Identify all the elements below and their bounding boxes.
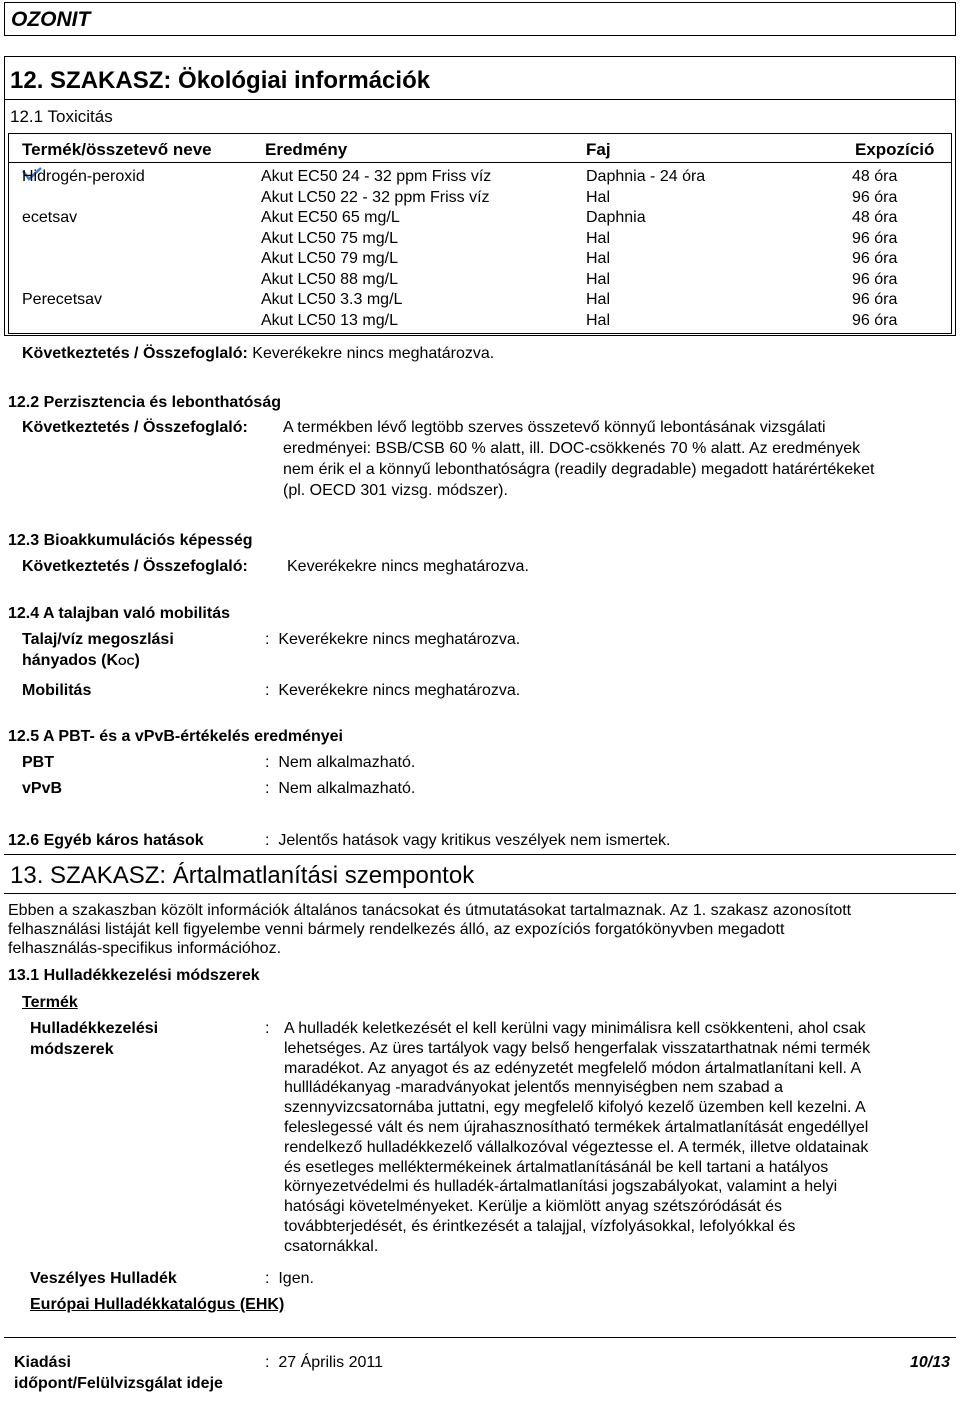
col-header-species: Faj — [586, 140, 611, 159]
method-text-line: környezetvédelmi és hulladék-ártalmatlanítási jogszabályokat, valamint a helyi — [284, 1178, 838, 1196]
partition-value-text: Keverékekre nincs meghatározva. — [278, 631, 521, 648]
col-header-name: Termék/összetevő neve — [22, 140, 212, 159]
method-label-line-2: módszerek — [30, 1041, 114, 1058]
row-exposure: 96 óra — [852, 188, 898, 206]
method-text-line: és esetleges melléktermékeinek ártalmatlanításánál be kell tartani a hatályos — [284, 1158, 829, 1176]
row-species: Hal — [586, 250, 611, 267]
persistence-line-1: A termékben lévő legtöbb szerves összetevő könnyű lebontásának vizsgálati — [283, 419, 826, 436]
toxicity-conclusion-value: Keverékekre nincs meghatározva. — [252, 345, 495, 362]
toxicity-heading: 12.1 Toxicitás — [10, 107, 113, 126]
hazardous-waste-label: Veszélyes Hulladék — [30, 1270, 177, 1287]
row-result: Akut LC50 13 mg/L — [261, 311, 398, 329]
row-exposure: 96 óra — [852, 291, 898, 308]
toxicity-table — [8, 133, 952, 334]
row-species: Daphnia - 24 óra — [586, 168, 706, 185]
ehk-label: Európai Hulladékkatalógus (EHK) — [30, 1296, 285, 1313]
method-text-line: hullládékanyag -maradványokat jelentős mennyiségben nem szabad a — [284, 1079, 783, 1097]
persistence-line-3: nem érik el a könnyű lebonthatóságra (readily degradable) megadott határértékeket — [283, 461, 875, 478]
persistence-conclusion-label: Következtetés / Összefoglaló: — [22, 419, 248, 436]
method-text-line: feleslegessé vált és nem újrahasznosítható termékek ártalmatlanítását engedéllyel — [284, 1119, 869, 1136]
other-effects-heading: 12.6 Egyéb káros hatások — [8, 832, 204, 849]
mobility-value-text: Keverékekre nincs meghatározva. — [278, 682, 521, 699]
row-exposure: 96 óra — [852, 270, 898, 288]
method-colon: : — [265, 1020, 270, 1037]
row-name: ecetsav — [22, 209, 78, 226]
other-effects-value: : Jelentős hatások vagy kritikus veszélyek nem ismertek. — [265, 832, 671, 849]
method-text-line: csatornákkal. — [284, 1237, 379, 1255]
row-result: Akut LC50 22 - 32 ppm Friss víz — [261, 188, 490, 206]
bioaccumulation-conclusion-label: Következtetés / Összefoglaló: — [22, 558, 248, 575]
method-text-line: lehetséges. Az üres tartályok vagy belső hengerfalak visszatarthatnak némi termék — [284, 1039, 871, 1057]
row-result: Akut LC50 79 mg/L — [261, 250, 398, 267]
method-text-line: maradékot. Az anyagot és az edényzetét megfelelő módon ártalmatlanítani kell. A — [284, 1059, 862, 1077]
section-12-title-divider — [4, 99, 956, 100]
row-species: Hal — [586, 188, 611, 206]
section-13-top-divider — [4, 854, 956, 855]
row-species: Hal — [586, 311, 611, 329]
vpvb-value: : Nem alkalmazható. — [265, 780, 416, 797]
section-12-title: 12. SZAKASZ: Ökológiai információk — [10, 67, 431, 94]
method-text-line: A hulladék keletkezését el kell kerülni vagy minimálisra kell csökkenteni, ahol csak — [284, 1020, 866, 1037]
partition-label-line-2 — [22, 651, 140, 672]
col-header-exposure: Expozíció — [855, 140, 935, 159]
persistence-line-2: eredményei: BSB/CSB 60 % alatt, ill. DOC-csökkenés 70 % alatt. Az eredmények — [283, 440, 861, 457]
document-header — [4, 2, 956, 36]
section-13-title: 13. SZAKASZ: Ártalmatlanítási szempontok — [10, 862, 475, 889]
toxicity-conclusion-label: Következtetés / Összefoglaló: — [22, 345, 248, 362]
toxicity-table-header-divider — [8, 162, 952, 163]
row-exposure: 96 óra — [852, 250, 898, 267]
vpvb-value-text: Nem alkalmazható. — [278, 780, 416, 797]
hazardous-waste-value: : Igen. — [265, 1270, 314, 1287]
mobility-heading: 12.4 A talajban való mobilitás — [8, 605, 230, 622]
row-exposure: 48 óra — [852, 168, 898, 185]
pbt-label: PBT — [22, 754, 54, 771]
footer-label-line-2: időpont/Felülvizsgálat ideje — [14, 1375, 223, 1392]
partition-label-line-1: Talaj/víz megoszlási — [22, 631, 174, 648]
mobility-value: : Keverékekre nincs meghatározva. — [265, 682, 521, 699]
row-result: Akut LC50 75 mg/L — [261, 229, 398, 247]
product-label: Termék — [22, 994, 78, 1011]
row-species: Hal — [586, 229, 611, 247]
section-13-intro-line-3: felhasználás-specifikus információhoz. — [8, 940, 282, 957]
hazardous-waste-value-text: Igen. — [278, 1270, 314, 1287]
row-result: Akut LC50 88 mg/L — [261, 270, 398, 288]
section-13-title-divider — [4, 893, 956, 894]
partition-value: : Keverékekre nincs meghatározva. — [265, 631, 521, 648]
mobility-label: Mobilitás — [22, 682, 92, 699]
row-species: Hal — [586, 291, 611, 308]
footer-date-text: 27 Április 2011 — [278, 1354, 383, 1371]
row-result: Akut LC50 3.3 mg/L — [261, 291, 403, 308]
partition-label-text: hányados (K — [22, 652, 119, 669]
bioaccumulation-heading: 12.3 Bioakkumulációs képesség — [8, 532, 253, 549]
vpvb-label: vPvB — [22, 780, 63, 797]
method-text-line: szennyvizcsatornába juttatni, egy megfelelő kifolyó kezelő üzemben kell kezelni. A — [284, 1099, 866, 1117]
row-exposure: 96 óra — [852, 229, 898, 247]
partition-label-subscript: OC — [118, 656, 135, 668]
pbt-heading: 12.5 A PBT- és a vPvB-értékelés eredményei — [8, 728, 343, 745]
persistence-line-4: (pl. OECD 301 vizsg. módszer). — [283, 482, 508, 499]
row-result: Akut EC50 65 mg/L — [261, 209, 400, 226]
footer-divider — [4, 1337, 956, 1338]
row-exposure: 48 óra — [852, 209, 898, 226]
pbt-value-text: Nem alkalmazható. — [278, 754, 416, 771]
page-number: 10/13 — [909, 1354, 950, 1371]
row-name: Hidrogén-peroxid — [22, 168, 145, 185]
bioaccumulation-conclusion-value: Keverékekre nincs meghatározva. — [287, 558, 529, 575]
row-species: Hal — [586, 270, 611, 288]
row-exposure: 96 óra — [852, 311, 898, 329]
row-name: Perecetsav — [22, 291, 103, 308]
brand-name: OZONIT — [11, 8, 91, 31]
section-13-intro-line-2: felhasználási listáját kell figyelembe venni bármely rendelkezés álló, az expozíciós forgatókönyvben megadott — [8, 921, 785, 938]
waste-heading: 13.1 Hulladékkezelési módszerek — [8, 967, 260, 984]
toxicity-conclusion — [22, 344, 494, 364]
method-text-line: rendelkező hulladékkezelő vállalkozóval végeztesse el. A termék, illetve oldatainak — [284, 1138, 869, 1156]
footer-label-line-1: Kiadási — [14, 1354, 71, 1371]
section-13-intro-line-1: Ebben a szakaszban közölt információk általános tanácsokat és útmutatásokat tartalmaznak. Az 1. szakasz azonosított — [8, 902, 852, 919]
method-text-line: hatósági követelményeket. Kerülje a kiömlött anyag szétszóródását és — [284, 1198, 783, 1216]
footer-date: : 27 Április 2011 — [265, 1354, 383, 1371]
row-species: Daphnia — [586, 209, 646, 226]
method-text-line: továbbterjedését, és érintkezését a talajjal, vízfolyásokkal, lefolyókkal és — [284, 1218, 796, 1235]
other-effects-value-text: Jelentős hatások vagy kritikus veszélyek nem ismertek. — [278, 832, 671, 849]
pbt-value: : Nem alkalmazható. — [265, 754, 416, 771]
partition-label-close: ) — [134, 652, 140, 669]
row-result: Akut EC50 24 - 32 ppm Friss víz — [261, 168, 492, 185]
method-label-line-1: Hulladékkezelési — [30, 1020, 159, 1037]
persistence-heading: 12.2 Perzisztencia és lebonthatóság — [8, 394, 281, 411]
col-header-result: Eredmény — [265, 140, 348, 159]
